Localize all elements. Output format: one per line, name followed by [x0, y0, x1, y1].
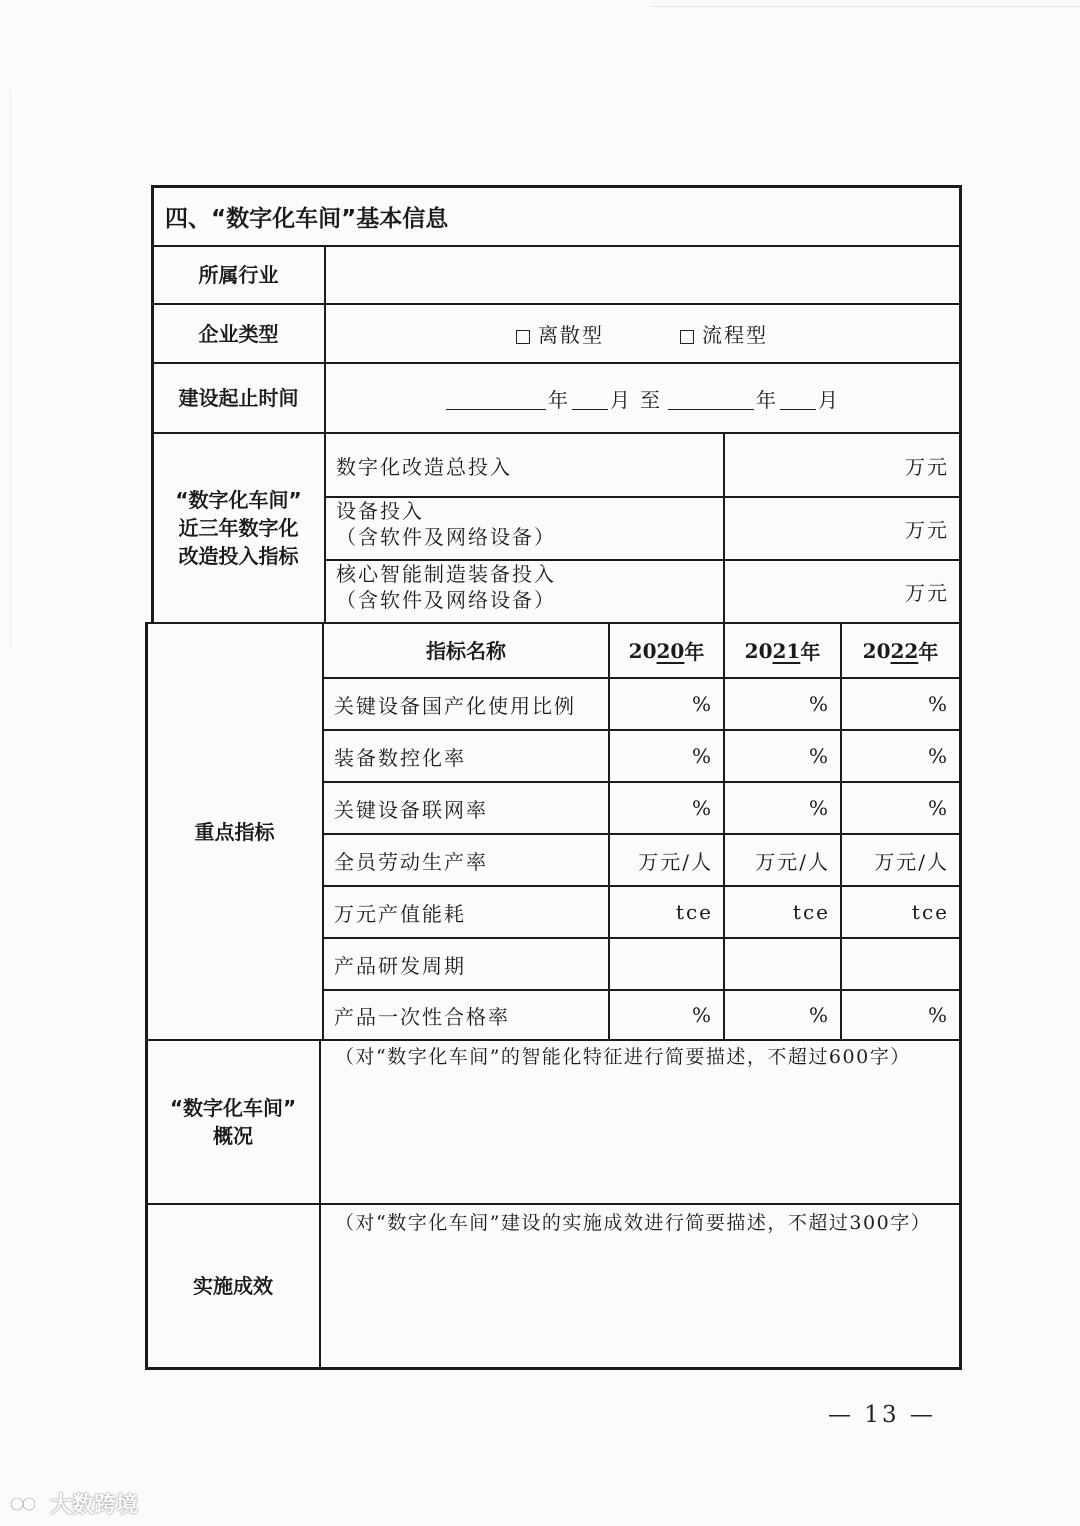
option-discrete[interactable] [516, 319, 604, 348]
overview-label-line: 概况 [213, 1124, 253, 1148]
indicator-value[interactable]: % [691, 692, 713, 716]
watermark-text: 大数跨境 [50, 1493, 139, 1518]
indicator-value[interactable]: % [808, 692, 830, 716]
indicator-value[interactable]: 万元/人 [638, 849, 713, 874]
investment-unit: 万元 [905, 454, 949, 479]
overview-label-line: “数字化车间” [169, 1096, 297, 1120]
investment-name: 设备投入 [336, 499, 424, 523]
indicator-value[interactable]: tce [911, 900, 949, 924]
results-field[interactable] [321, 1205, 959, 1367]
checkbox-icon[interactable] [516, 330, 530, 344]
industry-field[interactable] [326, 247, 959, 303]
year-digits: 22 [890, 638, 919, 663]
investment-label-line: “数字化车间” [175, 488, 302, 512]
overview-field[interactable] [321, 1041, 959, 1203]
page-number: — 13 — [828, 1402, 936, 1428]
indicator-value[interactable]: % [808, 744, 830, 768]
start-month-blank[interactable] [572, 387, 608, 410]
key-indicators-label: 重点指标 [194, 819, 275, 844]
construction-period-label: 建设起止时间 [178, 386, 299, 410]
investment-sub: （含软件及网络设备） [336, 525, 556, 549]
construction-period-field[interactable] [326, 364, 959, 432]
year-suffix: 年 [918, 640, 939, 664]
industry-label: 所属行业 [198, 263, 279, 287]
investment-row-value[interactable] [725, 434, 959, 496]
investment-row-value[interactable] [725, 498, 959, 559]
indicator-value[interactable] [725, 939, 840, 989]
investment-row-name [326, 498, 723, 559]
investment-row-name [326, 434, 723, 496]
enterprise-type-label: 企业类型 [198, 321, 279, 346]
investment-row-name [326, 561, 723, 622]
month-text: 月 [610, 387, 632, 412]
overview-label [147, 1041, 319, 1203]
to-text: 至 [640, 387, 662, 412]
indicator-name: 产品一次性合格率 [334, 1004, 510, 1029]
indicator-value[interactable]: % [691, 796, 713, 820]
year-text: 年 [548, 387, 570, 412]
indicator-name: 装备数控化率 [334, 745, 466, 770]
end-year-blank[interactable] [668, 387, 754, 410]
year-digits: 21 [772, 638, 801, 663]
investment-label-line: 近三年数字化 [178, 516, 299, 540]
results-note: （对“数字化车间”建设的实施成效进行简要描述，不超过300字） [335, 1212, 932, 1234]
indicator-name: 关键设备联网率 [334, 797, 488, 822]
watermark [8, 1488, 138, 1519]
year-prefix: 20 [628, 638, 657, 663]
indicator-value[interactable]: % [691, 744, 713, 768]
year-suffix: 年 [684, 640, 705, 664]
year-prefix: 20 [744, 638, 773, 663]
investment-unit: 万元 [905, 518, 949, 542]
year-header-2022 [842, 624, 959, 677]
investment-sub: （含软件及网络设备） [336, 588, 556, 612]
indicator-value[interactable]: 万元/人 [874, 849, 949, 874]
indicator-name: 关键设备国产化使用比例 [334, 693, 576, 718]
checkbox-icon[interactable] [680, 330, 694, 344]
year-prefix: 20 [862, 638, 891, 663]
year-digits: 20 [656, 638, 685, 663]
year-text: 年 [756, 387, 778, 412]
month-text: 月 [818, 387, 840, 412]
indicator-name: 万元产值能耗 [334, 901, 466, 926]
indicator-name: 产品研发周期 [334, 953, 466, 978]
option-process[interactable] [680, 319, 768, 348]
indicator-value[interactable]: % [808, 796, 830, 820]
end-month-blank[interactable] [780, 387, 816, 410]
indicator-value[interactable]: tce [675, 900, 713, 924]
indicator-value[interactable]: % [927, 1003, 949, 1027]
year-suffix: 年 [800, 640, 821, 664]
investment-row-value[interactable] [725, 561, 959, 622]
indicator-value[interactable]: % [927, 796, 949, 820]
indicator-name: 全员劳动生产率 [334, 849, 488, 874]
indicator-value[interactable]: % [808, 1003, 830, 1027]
watermark-logo-icon [8, 1490, 44, 1518]
option-process-label: 流程型 [702, 323, 768, 347]
indicator-header-name: 指标名称 [426, 638, 506, 663]
year-header-2021 [725, 624, 840, 677]
indicator-value[interactable] [610, 939, 723, 989]
option-discrete-label: 离散型 [538, 323, 604, 347]
start-year-blank[interactable] [446, 387, 546, 410]
year-header-2020 [610, 624, 723, 677]
indicator-value[interactable]: % [691, 1003, 713, 1027]
enterprise-type-options [326, 305, 959, 362]
investment-label [153, 434, 324, 622]
overview-note: （对“数字化车间”的智能化特征进行简要描述，不超过600字） [335, 1046, 911, 1068]
indicator-value[interactable]: % [927, 692, 949, 716]
investment-label-line: 改造投入指标 [178, 544, 299, 568]
investment-name: 核心智能制造装备投入 [336, 562, 556, 586]
indicator-value[interactable]: 万元/人 [755, 849, 830, 874]
indicator-value[interactable]: % [927, 744, 949, 768]
investment-name: 数字化改造总投入 [336, 454, 512, 479]
indicator-value[interactable] [842, 939, 959, 989]
investment-unit: 万元 [905, 581, 949, 605]
results-label: 实施成效 [193, 1274, 273, 1298]
section-title: 四、“数字化车间”基本信息 [165, 205, 449, 232]
indicator-value[interactable]: tce [792, 900, 830, 924]
